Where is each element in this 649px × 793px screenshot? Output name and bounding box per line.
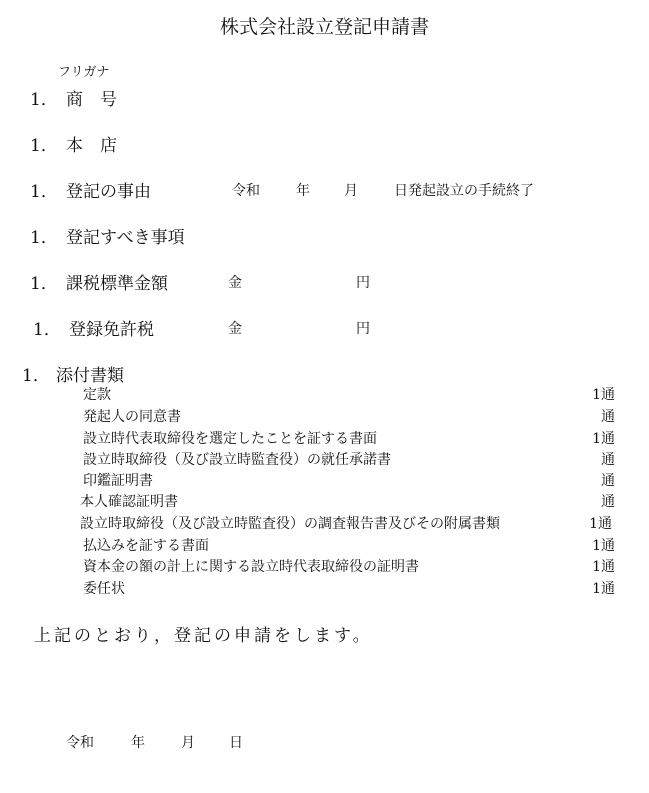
item-label: 課税標準金額: [66, 274, 168, 294]
attachment-copies: 1通: [592, 559, 615, 575]
attachment-copies: 通: [601, 409, 615, 425]
date-month: 月: [181, 735, 195, 751]
attachment-copies: 1通: [592, 431, 615, 447]
item-number: 1．: [30, 136, 58, 156]
attachment-name: 委任状: [83, 581, 125, 597]
item-label: 本 店: [66, 136, 117, 156]
attachment-copies: 通: [601, 452, 615, 468]
taxable-yen: 円: [356, 275, 370, 291]
license-kin: 金: [228, 321, 242, 337]
attachment-copies: 1通: [592, 581, 615, 597]
item-number: 1．: [33, 320, 61, 340]
attachment-copies: 1通: [592, 538, 615, 554]
item-label: 商 号: [66, 90, 117, 110]
taxable-kin: 金: [228, 275, 242, 291]
attachment-name: 資本金の額の計上に関する設立時代表取締役の証明書: [83, 559, 419, 575]
item-number: 1．: [30, 274, 58, 294]
date-era: 令和: [66, 735, 94, 751]
furigana-label: フリガナ: [58, 65, 110, 80]
attachment-copies: 1通: [592, 387, 615, 403]
item-number: 1．: [30, 228, 58, 248]
attachment-name: 設立時取締役（及び設立時監査役）の調査報告書及びその附属書類: [80, 516, 500, 532]
attachment-name: 定款: [83, 387, 111, 403]
item-label: 登録免許税: [69, 320, 154, 340]
item-label: 添付書類: [56, 366, 124, 386]
item-label: 登記の事由: [66, 182, 151, 202]
attachment-copies: 1通: [589, 516, 612, 532]
item-label: 登記すべき事項: [66, 228, 185, 248]
attachment-name: 発起人の同意書: [83, 409, 181, 425]
reason-year: 年: [296, 183, 310, 199]
attachment-name: 設立時代表取締役を選定したことを証する書面: [83, 431, 377, 447]
closing-statement: 上記のとおり，登記の申請をします。: [34, 626, 373, 646]
date-year: 年: [131, 735, 145, 751]
item-number: 1．: [30, 182, 58, 202]
attachment-name: 印鑑証明書: [83, 473, 153, 489]
document-title: 株式会社設立登記申請書: [219, 16, 429, 38]
attachment-copies: 通: [601, 494, 615, 510]
reason-month: 月: [344, 183, 358, 199]
attachment-name: 払込みを証する書面: [83, 538, 209, 554]
item-number: 1．: [22, 366, 50, 386]
item-number: 1．: [30, 90, 58, 110]
reason-era: 令和: [232, 183, 260, 199]
attachment-name: 本人確認証明書: [80, 494, 178, 510]
license-yen: 円: [356, 321, 370, 337]
reason-tail: 日発起設立の手続終了: [394, 183, 534, 199]
attachment-name: 設立時取締役（及び設立時監査役）の就任承諾書: [83, 452, 391, 468]
date-day: 日: [229, 735, 243, 751]
attachment-copies: 通: [601, 473, 615, 489]
